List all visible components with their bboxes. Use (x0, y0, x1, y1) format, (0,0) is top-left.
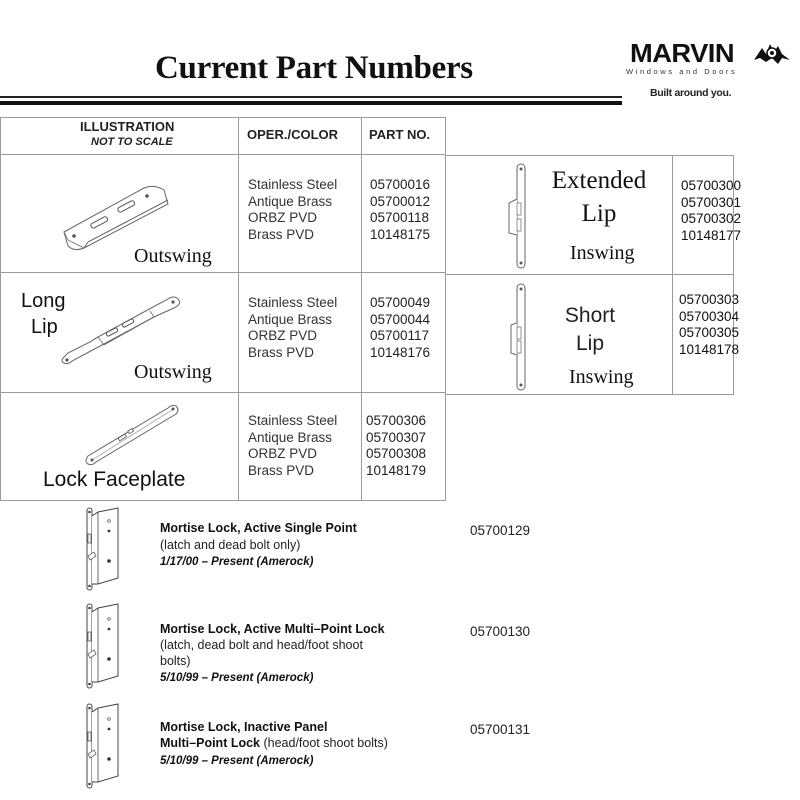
part-number: 05700307 (366, 429, 427, 445)
part-number: 05700306 (366, 413, 427, 428)
finish-item: Brass PVD (248, 226, 315, 242)
finish-list (248, 295, 337, 361)
row-divider (0, 272, 446, 273)
mortise-lock-title: Mortise Lock, Inactive Panel (160, 720, 328, 734)
part-number: 05700308 (366, 446, 427, 461)
mortise-lock-description: (latch, dead bolt and head/foot shoot (160, 638, 363, 652)
finish-item: Antique Brass (248, 311, 333, 327)
column-header-note: NOT TO SCALE (91, 136, 173, 148)
rose-logo-icon (752, 40, 792, 66)
extended-lip-label (544, 164, 654, 230)
finish-item: Antique Brass (248, 193, 333, 209)
swing-label: Inswing (569, 366, 634, 388)
swing-label: Outswing (134, 361, 212, 383)
table-border-bottom (0, 500, 446, 501)
table-border-top (0, 117, 446, 118)
column-header-part-no: PART NO. (369, 127, 431, 142)
part-number: 05700130 (470, 624, 531, 639)
row-divider (0, 392, 446, 393)
swing-label: Outswing (134, 245, 212, 267)
header-rule-thin (0, 96, 622, 98)
mortise-lock-icon (84, 504, 120, 594)
part-number: 05700304 (679, 308, 740, 324)
finish-item: Stainless Steel (248, 295, 338, 310)
mortise-lock-title: Mortise Lock, Active Multi–Point Lock (160, 622, 385, 636)
mortise-lock-description: (head/foot shoot bolts) (260, 736, 388, 750)
lock-faceplate-icon (84, 404, 180, 466)
part-number: 05700305 (679, 325, 740, 340)
finish-list (248, 413, 337, 479)
part-number: 05700301 (681, 194, 742, 210)
table-border-right (445, 117, 446, 501)
logo-tagline: Built around you. (650, 87, 732, 99)
part-number-list (679, 292, 739, 358)
column-header-illustration: ILLUSTRATION (80, 119, 175, 134)
part-number: 05700129 (470, 523, 531, 538)
header-rule-thick (0, 101, 622, 105)
column-divider (238, 117, 239, 501)
part-number: 05700131 (470, 722, 531, 737)
mortise-lock-date: 5/10/99 – Present (Amerock) (160, 672, 314, 684)
part-number-list (681, 178, 741, 244)
row-divider (0, 154, 446, 155)
marvin-logo (624, 38, 794, 108)
part-number: 10148179 (366, 462, 427, 478)
extended-lip-strike-icon (505, 163, 527, 269)
part-number: 10148176 (370, 344, 431, 360)
part-number: 05700118 (370, 210, 430, 225)
column-divider (361, 117, 362, 501)
label-line: Lip (31, 316, 58, 338)
finish-item: Stainless Steel (248, 413, 338, 428)
part-number: 05700012 (370, 193, 431, 209)
finish-item: ORBZ PVD (248, 328, 318, 343)
logo-brand: MARVIN (630, 38, 735, 68)
finish-list (248, 177, 337, 243)
part-number: 05700302 (681, 211, 742, 226)
row-divider (446, 274, 734, 275)
lock-faceplate-label: Lock Faceplate (43, 468, 186, 491)
table-border-top (446, 155, 734, 156)
long-lip-strike-icon (58, 295, 183, 365)
mortise-lock-description: (latch and dead bolt only) (160, 538, 301, 552)
mortise-lock-icon (84, 600, 120, 692)
part-number-list (366, 413, 426, 479)
part-number-list (370, 295, 430, 361)
page-title: Current Part Numbers (155, 50, 473, 86)
part-number: 05700303 (679, 292, 740, 307)
part-number: 05700044 (370, 311, 431, 327)
label-line: Lip (581, 200, 617, 227)
label-line: Long (21, 290, 66, 312)
part-number: 05700049 (370, 295, 431, 310)
short-lip-strike-icon (507, 283, 527, 391)
mortise-lock-icon (84, 700, 120, 792)
finish-item: Brass PVD (248, 462, 315, 478)
part-number: 05700300 (681, 178, 742, 193)
table-border-left (0, 117, 1, 501)
part-number-list (370, 177, 430, 243)
column-header-oper-color: OPER./COLOR (247, 127, 339, 142)
finish-item: ORBZ PVD (248, 446, 318, 461)
swing-label: Inswing (570, 242, 635, 264)
label-line: Extended (551, 167, 647, 194)
mortise-lock-date: 1/17/00 – Present (Amerock) (160, 556, 314, 568)
finish-item: Brass PVD (248, 344, 315, 360)
column-divider (672, 155, 673, 395)
label-line: Lip (575, 332, 605, 355)
finish-item: ORBZ PVD (248, 210, 318, 225)
part-number: 05700117 (370, 328, 430, 343)
outswing-strike-plate-icon (60, 180, 180, 250)
short-lip-label (552, 302, 628, 358)
mortise-lock-title: Mortise Lock, Active Single Point (160, 521, 357, 535)
table-border-bottom (446, 394, 734, 395)
part-number: 10148177 (681, 227, 742, 243)
finish-item: Antique Brass (248, 429, 333, 445)
finish-item: Stainless Steel (248, 177, 338, 192)
part-number: 10148178 (679, 341, 740, 357)
part-number: 05700016 (370, 177, 431, 192)
mortise-lock-title-line2 (160, 735, 388, 751)
part-number: 10148175 (370, 226, 431, 242)
mortise-lock-description: bolts) (160, 654, 191, 668)
logo-subtitle: Windows and Doors (626, 67, 738, 76)
mortise-lock-date: 5/10/99 – Present (Amerock) (160, 755, 314, 767)
label-line: Short (564, 304, 616, 327)
mortise-lock-title: Multi–Point Lock (160, 736, 260, 750)
